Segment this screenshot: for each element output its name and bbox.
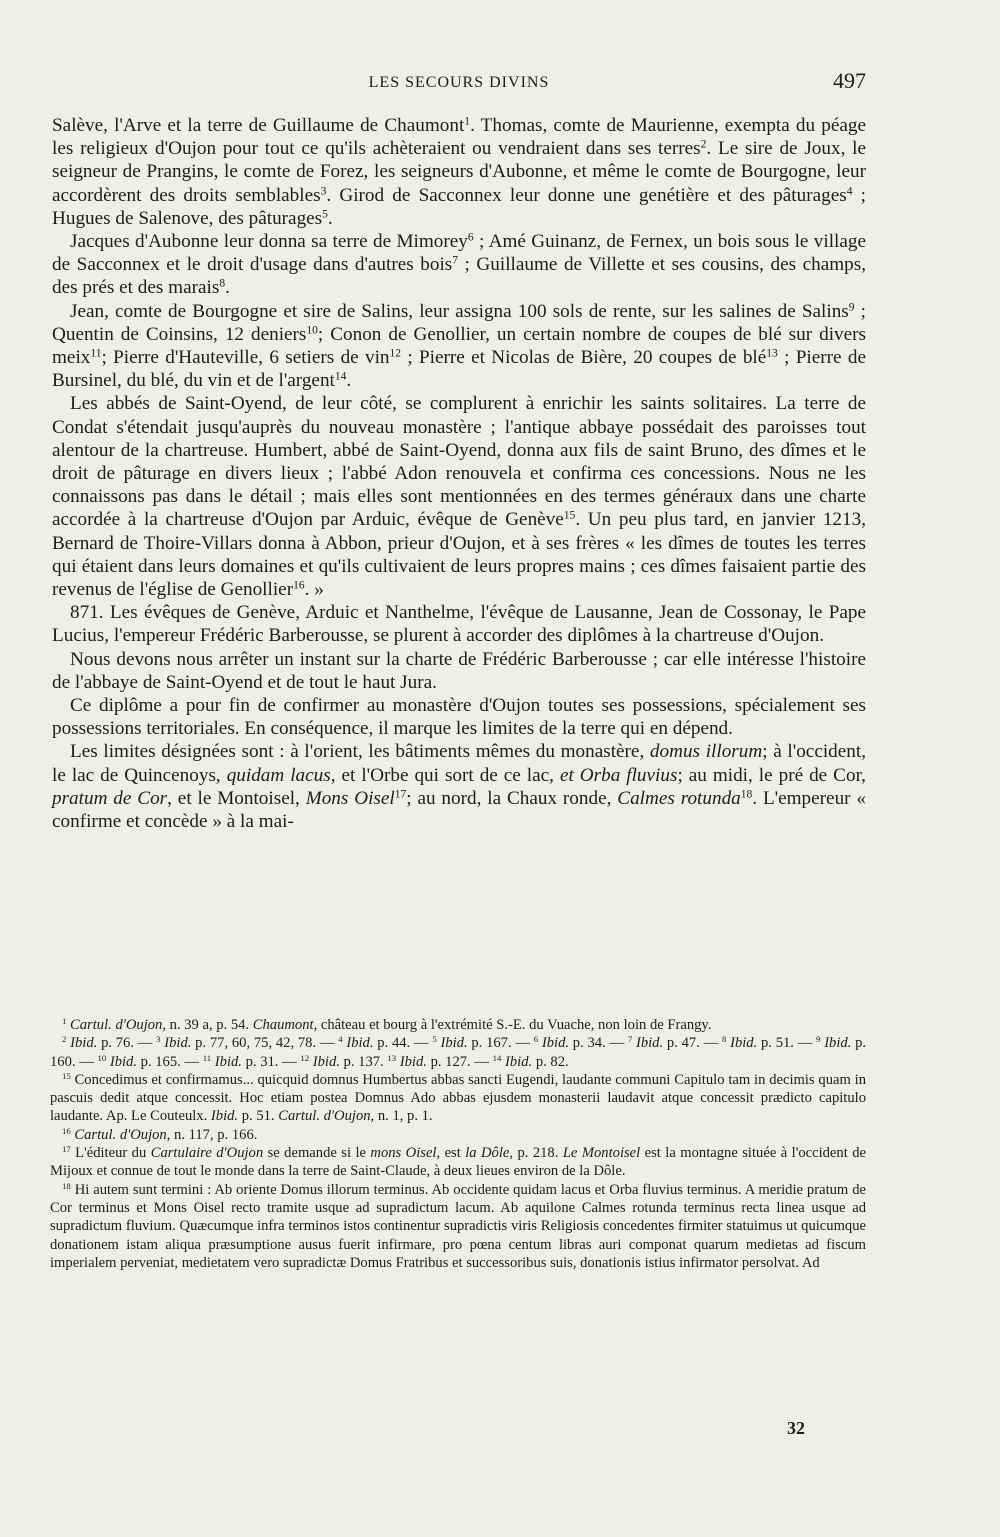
signature-mark: 32 <box>787 1418 805 1438</box>
paragraph: Nous devons nous arrêter un instant sur la charte de Frédéric Barberousse ; car elle intéresse l'histoire de l'abbaye de Saint-Oyend et de tout le haut Jura. <box>52 648 866 693</box>
paragraph: Salève, l'Arve et la terre de Guillaume de Chaumont$^1$. Thomas, comte de Maurienne, exempta du péage les religieux d'Oujon pour tout ce qu'ils achèteraient ou vendraient dans ses terres$^2$. Le sire de Joux, le seigneur de Prangins, le comte de Forez, les seigneurs d'Aubonne, et même le comte de Bourgogne, leur accordèrent des droits semblables$^3$. Girod de Sacconnex leur donne une genétière et des pâturages$^4$ ; Hugues de Salenove, des pâturages$^5$. <box>52 115 866 229</box>
paragraph: 871. Les évêques de Genève, Arduic et Nanthelme, l'évêque de Lausanne, Jean de Cossonay, le Pape Lucius, l'empereur Frédéric Barberousse, se plurent à accorder des diplômes à la chartreuse d'Oujon. <box>52 602 866 647</box>
paragraph: $^{15}$ Concedimus et confirmamus... quicquid domnus Humbertus abbas sancti Eugendi, laudante communi Capitulo tam in decimis quam in pascuis dedit atque concessit. Hoc etiam postea Domnus Ado abbas ejusdem monasterii laudavit atque concessit prædicto capitulo laudante. Ap. Le Couteulx. Ibid. p. 51. Cartul. d'Oujon, n. 1, p. 1. <box>50 1071 866 1125</box>
paragraph: Les abbés de Saint-Oyend, de leur côté, se complurent à enrichir les saints solitaires. La terre de Condat s'étendait jusqu'auprès du nouveau monastère ; l'antique abbaye possédait des paroisses tout alentour de la chartreuse. Humbert, abbé de Saint-Oyend, donna aux fils de saint Bruno, des dîmes et le droit de pâturage en divers lieux ; l'abbé Adon renouvela et confirma ces concessions. Nous ne les connaissons pas dans le détail ; mais elles sont mentionnées en des termes généraux dans une charte accordée à la chartreuse d'Oujon par Arduic, évêque de Genève$^{15}$. Un peu plus tard, en janvier 1213, Bernard de Thoire-Villars donna à Abbon, prieur d'Oujon, et à ses frères « les dîmes de toutes les terres qui étaient dans leurs domaines et qu'ils cultivaient de leurs propres mains ; ces dîmes faisaient partie des revenus de l'église de Genollier$^{16}$. » <box>52 393 866 601</box>
main-text <box>52 114 866 833</box>
paragraph: $^{16}$ Cartul. d'Oujon, n. 117, p. 166. <box>62 1125 258 1143</box>
paragraph: $^{17}$ L'éditeur du Cartulaire d'Oujon se demande si le mons Oisel, est la Dôle, p. 218. Le Montoisel est la montagne située à l'occident de Mijoux et connue de tout le monde dans la terre de Saint-Claude, à deux lieues environ de la Dôle. <box>50 1144 866 1180</box>
paragraph: Jean, comte de Bourgogne et sire de Salins, leur assigna 100 sols de rente, sur les salines de Salins$^9$ ; Quentin de Coinsins, 12 deniers$^{10}$; Conon de Genollier, un certain nombre de coupes de blé sur divers meix$^{11}$; Pierre d'Hauteville, 6 setiers de vin$^{12}$ ; Pierre et Nicolas de Bière, 20 coupes de blé$^{13}$ ; Pierre de Bursinel, du blé, du vin et de l'argent$^{14}$. <box>52 300 866 392</box>
paragraph: $^2$ Ibid. p. 76. — $^3$ Ibid. p. 77, 60, 75, 42, 78. — $^4$ Ibid. p. 44. — $^5$ Ibid. p. 167. — $^6$ Ibid. p. 34. — $^7$ Ibid. p. 47. — $^8$ Ibid. p. 51. — $^9$ Ibid. p. 160. — $^{10}$ Ibid. p. 165. — $^{11}$ Ibid. p. 31. — $^{12}$ Ibid. p. 137. $^{13}$ Ibid. p. 127. — $^{14}$ Ibid. p. 82. <box>50 1034 867 1070</box>
paragraph: Jacques d'Aubonne leur donna sa terre de Mimorey$^6$ ; Amé Guinanz, de Fernex, un bois sous le village de Sacconnex et le droit d'usage dans d'autres bois$^7$ ; Guillaume de Villette et ses cousins, des champs, des prés et des marais$^8$. <box>52 231 867 299</box>
paragraph: $^1$ Cartul. d'Oujon, n. 39 a, p. 54. Chaumont, château et bourg à l'extrémité S.-E. du Vuache, non loin de Frangy. <box>62 1016 712 1033</box>
page-header <box>52 66 866 102</box>
paragraph: Les limites désignées sont : à l'orient, les bâtiments mêmes du monastère, domus illorum; à l'occident, le lac de Quincenoys, quidam lacus, et l'Orbe qui sort de ce lac, et Orba fluvius; au midi, le pré de Cor, pratum de Cor, et le Montoisel, Mons Oisel$^{17}$; au nord, la Chaux ronde, Calmes rotunda$^{18}$. L'empereur « confirme et concède » à la mai- <box>52 741 867 833</box>
paragraph: $^{18}$ Hi autem sunt termini : Ab oriente Domus illorum terminus. Ab occidente quidam lacus et Orba fluvius terminus. A meridie pratum de Cor terminus et Mons Oisel recto tramite usque ad supradictum lacum. Ab aquilone Calmes rotunda terminus recta linea usque ad supradictum fluvium. Quæcumque infra terminos istos continentur supradictis viris Religiosis concedentes firmiter statuimus ut quicumque donationem istam aliqua præsumptione ausus fuerit infirmare, pro pœna centum libras auri componat quarum medietas ad fiscum imperialem perveniat, medietatem vero supradictæ Domus Fratribus et successoribus suis, donationis istius infirmator persolvat. Ad <box>50 1180 866 1271</box>
footnotes <box>50 1016 866 1272</box>
page-number: 497 <box>833 68 866 93</box>
running-title: LES SECOURS DIVINS <box>368 74 550 91</box>
paragraph: Ce diplôme a pour fin de confirmer au monastère d'Oujon toutes ses possessions, spécialement ses possessions territoriales. En conséquence, il marque les limites de la terre qui en dépend. <box>52 695 866 740</box>
